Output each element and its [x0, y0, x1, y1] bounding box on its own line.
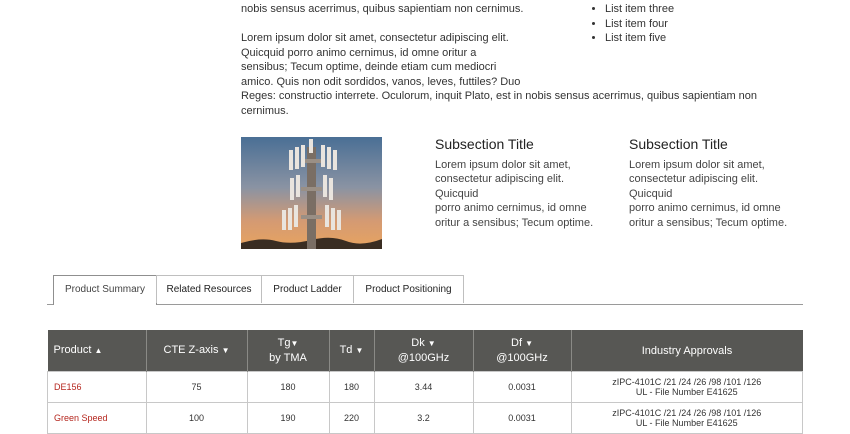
sort-desc-icon: ▼ — [427, 339, 436, 348]
sort-header-cte[interactable] — [146, 330, 247, 372]
text-line: Lorem ipsum dolor sit amet, — [629, 158, 765, 171]
table-row — [48, 403, 803, 434]
header-label: Dk — [411, 337, 425, 349]
list-item: • List item four — [605, 17, 674, 32]
cell-approvals — [571, 403, 803, 434]
header-label: CTE Z-axis — [163, 344, 219, 356]
product-name[interactable]: DE156 — [54, 382, 82, 392]
cell-dk: 3.44 — [374, 372, 473, 403]
header-label: Industry Approvals — [641, 344, 733, 357]
cell-dk: 3.2 — [374, 403, 473, 434]
sort-header-td[interactable] — [329, 330, 374, 372]
header-label: Tg — [277, 337, 291, 349]
table-header-row — [48, 330, 803, 372]
cell-tg: 190 — [247, 403, 329, 434]
text-line: porro animo cernimus, id omne — [629, 202, 781, 214]
cell-tower-photo — [241, 137, 382, 249]
sort-desc-icon: ▼ — [525, 339, 533, 348]
approvals-line: UL - File Number E41625 — [635, 387, 738, 397]
table-row — [48, 372, 803, 403]
tab-product-ladder[interactable]: Product Ladder — [261, 275, 354, 303]
cell-tg: 180 — [247, 372, 329, 403]
subsection-text — [435, 158, 607, 231]
product-tabs — [47, 275, 803, 305]
paragraph-block — [241, 31, 801, 118]
sort-header-tg[interactable] — [247, 330, 329, 372]
bullet-list — [588, 2, 674, 46]
sort-header-df[interactable] — [473, 330, 571, 372]
cell-cte: 75 — [146, 372, 247, 403]
approvals-line: zIPC-4101C /21 /24 /26 /98 /101 /126 — [612, 408, 762, 418]
subsection-text — [629, 158, 801, 231]
subsection-1 — [435, 137, 607, 230]
paragraph-line: Reges: constructio interrete. Oculorum, inquit Plato, est in nobis sensus acerrimus, quibus sapientiam non cernimus. — [241, 90, 758, 117]
cell-tower-illustration — [241, 137, 382, 249]
list-item: • List item five — [605, 31, 674, 46]
text-line: consectetur adipiscing elit. Quicquid — [629, 173, 759, 200]
paragraph-line: amico. Quis non odit sordidos, vanos, leves, futtiles? Duo — [241, 75, 521, 88]
product-table — [47, 330, 803, 434]
cell-td: 180 — [329, 372, 374, 403]
sort-header-dk[interactable] — [374, 330, 473, 372]
header-sublabel: by TMA — [269, 352, 307, 364]
paragraph-line: Quicquid porro animo cernimus, id omne oritur a — [241, 46, 477, 59]
product-link[interactable] — [48, 403, 147, 434]
header-sublabel: @100GHz — [496, 352, 548, 364]
text-line: oritur a sensibus; Tecum optime. — [629, 216, 788, 229]
approvals-line: UL - File Number E41625 — [635, 418, 738, 428]
cell-td: 220 — [329, 403, 374, 434]
text-line: Lorem ipsum dolor sit amet, — [435, 158, 571, 171]
text-line: oritur a sensibus; Tecum optime. — [435, 216, 594, 229]
text-line: porro animo cernimus, id omne — [435, 202, 587, 214]
sort-header-product[interactable] — [48, 330, 147, 372]
cell-df: 0.0031 — [473, 372, 571, 403]
cell-approvals — [571, 372, 803, 403]
product-name[interactable]: Green Speed — [54, 413, 108, 423]
header-sublabel: @100GHz — [397, 352, 450, 364]
header-label: Df — [511, 337, 522, 349]
subsection-title: Subsection Title — [629, 136, 728, 152]
sort-desc-icon: ▼ — [290, 339, 299, 348]
tab-product-positioning[interactable]: Product Positioning — [353, 275, 464, 303]
paragraph-tail: nobis sensus acerrimus, quibus sapientiam non cernimus. — [241, 3, 524, 15]
subsection-2 — [629, 137, 801, 230]
paragraph-line: sensibus; Tecum optime, deinde etiam cum mediocri — [241, 61, 497, 73]
header-label: Product — [53, 344, 92, 356]
header-industry-approvals — [571, 330, 803, 372]
tab-product-summary[interactable]: Product Summary — [53, 275, 157, 305]
paragraph-line: Lorem ipsum dolor sit amet, consectetur adipiscing elit. — [241, 32, 509, 44]
header-label: Td — [339, 344, 353, 356]
list-item: • List item three — [605, 2, 674, 17]
approvals-line: zIPC-4101C /21 /24 /26 /98 /101 /126 — [612, 377, 762, 387]
sort-asc-icon: ▲ — [94, 346, 103, 355]
subsection-title: Subsection Title — [435, 136, 534, 152]
text-line: consectetur adipiscing elit. Quicquid — [435, 173, 565, 200]
product-link[interactable] — [48, 372, 147, 403]
cell-df: 0.0031 — [473, 403, 571, 434]
sort-desc-icon: ▼ — [355, 346, 364, 355]
cell-cte: 100 — [146, 403, 247, 434]
tab-related-resources[interactable]: Related Resources — [156, 275, 262, 303]
sort-desc-icon: ▼ — [221, 346, 230, 355]
